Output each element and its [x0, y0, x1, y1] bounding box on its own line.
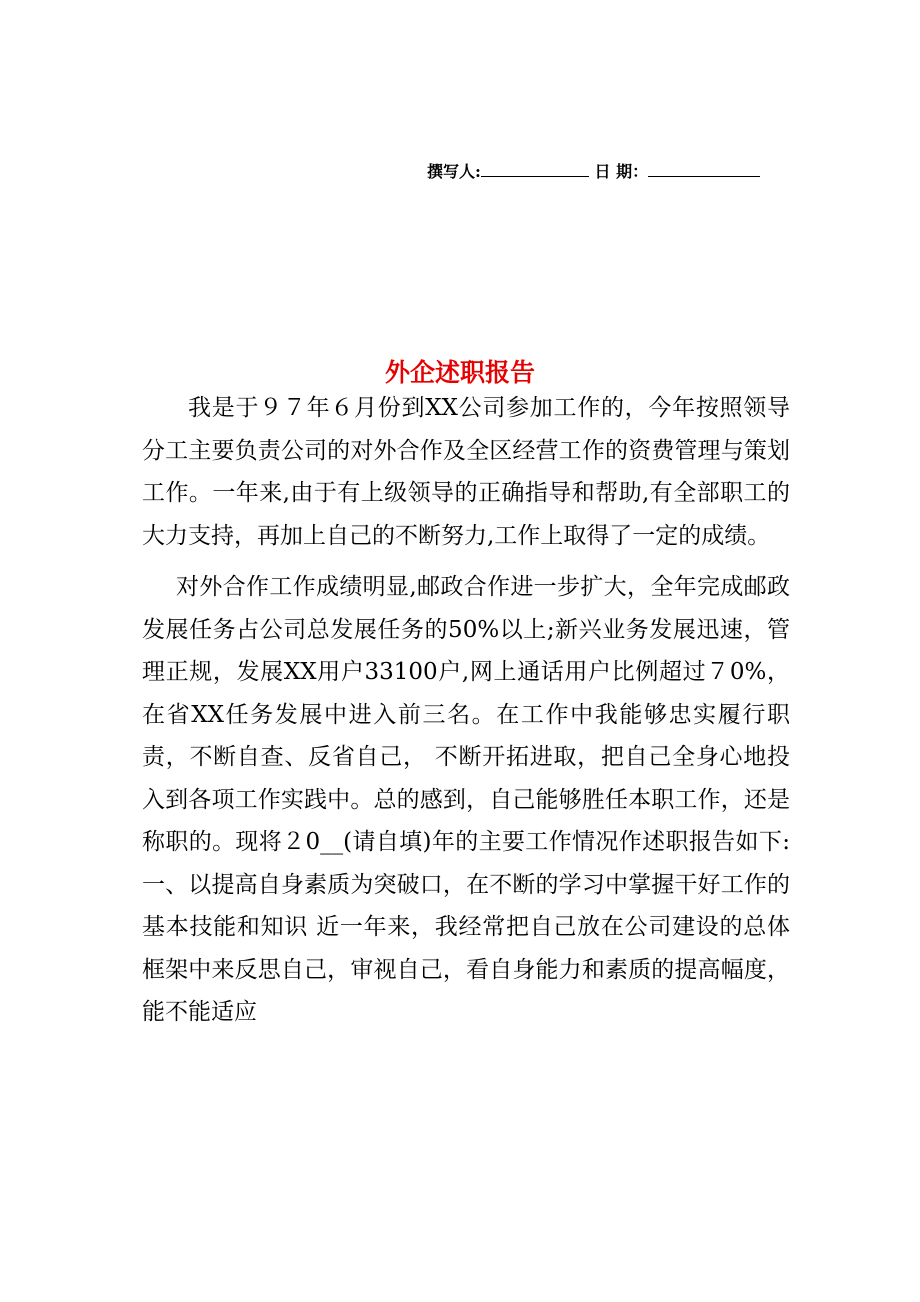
author-date-line: [427, 160, 760, 184]
author-blank: [481, 160, 589, 177]
date-blank: [648, 160, 760, 177]
document-body: [142, 387, 790, 1034]
author-label: 撰写人:: [427, 162, 481, 181]
paragraph-1: 我是于９７年６月份到XX公司参加工作的，今年按照领导分工主要负责公司的对外合作及全区经营工作的资费管理与策划工作。一年来,由于有上级领导的正确指导和帮助,有全部职工的大力支持，再加上自己的不断努力,工作上取得了一定的成绩。: [142, 395, 790, 549]
document-title: 外企述职报告: [384, 357, 535, 387]
date-label: 日 期：: [594, 162, 649, 181]
paragraph-2: 对外合作工作成绩明显,邮政合作进一步扩大，全年完成邮政发展任务占公司总发展任务的50%以上;新兴业务发展迅速，管理正规，发展XX用户33100户,网上通话用户比例超过７0%，在省XX任务发展中进入前三名。在工作中我能够忠实履行职责，不断自查、反省自己， 不断开拓进取，把自己全身心地投入到各项工作实践中。总的感到，自己能够胜任本职工作，还是称职的。现将２0__(请自填)年的主要工作情况作述职报告如下:﻿ 一、以提高自身素质为突破口，在不断的学习中掌握干好工作的基本技能和知识﻿ 近一年来，我经常把自己放在公司建设的总体框架中来反思自己，审视自己，看自身能力和素质的提高幅度，能不能适应: [142, 574, 790, 1025]
